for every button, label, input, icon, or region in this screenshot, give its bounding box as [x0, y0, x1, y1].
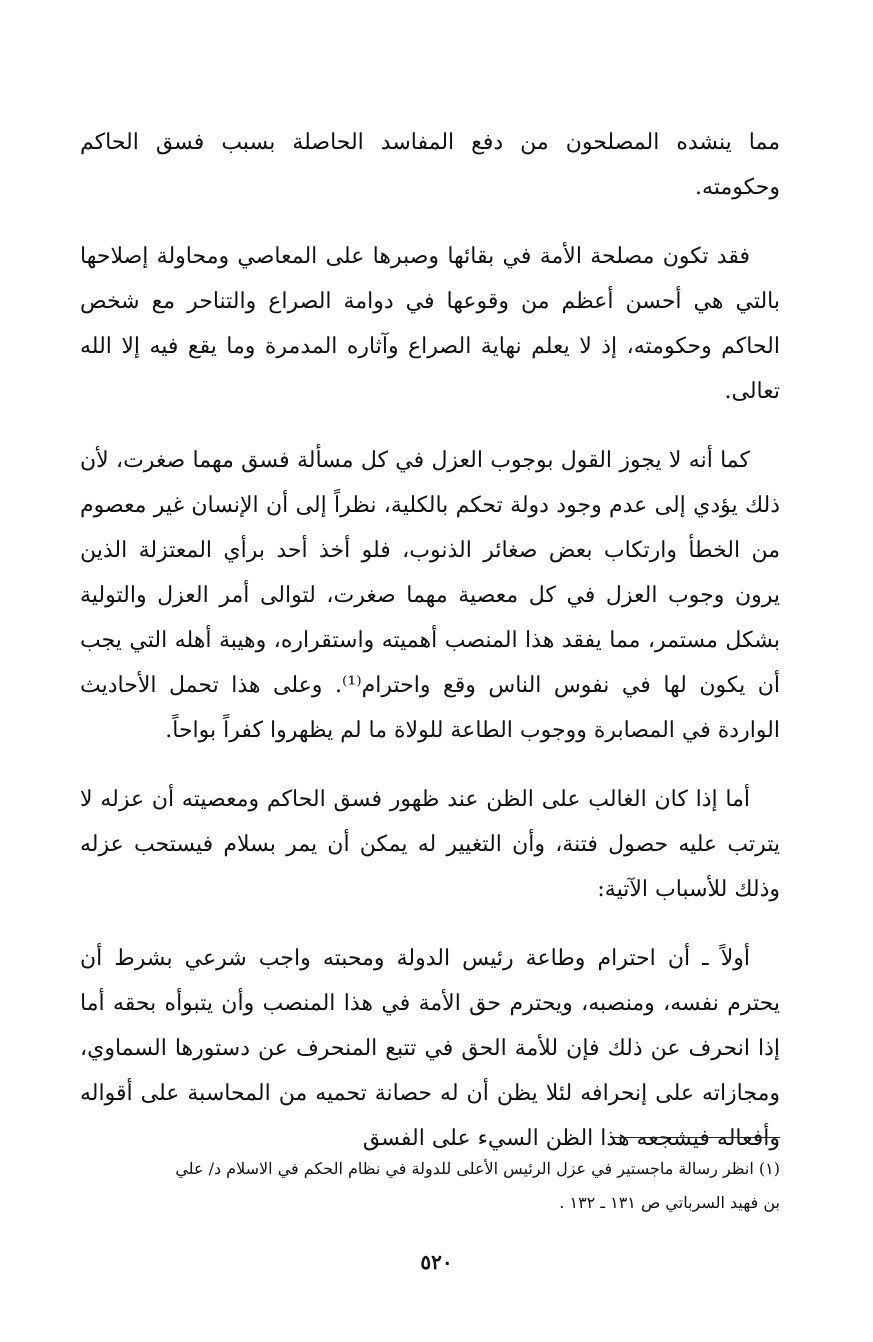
page-number: ٥٢٠ [420, 1250, 453, 1274]
footnote-line-1: (١) انظر رسالة ماجستير في عزل الرئيس الأعلى للدولة في نظام الحكم في الاسلام د/ علي [175, 1159, 780, 1178]
paragraph-2: فقد تكون مصلحة الأمة في بقائها وصبرها على المعاصي ومحاولة إصلاحها بالتي هي أحسن أعظم من وقوعها في دوامة الصراع والتناحر مع شخص الحاكم وحكومته، إذ لا يعلم نهاية الصراع وآثاره المدمرة وما يقع فيه إلا الله تعالى. [80, 244, 780, 404]
footnote [80, 1152, 780, 1220]
footnote-line-2: بن فهيد السرباتي ص ١٣١ ـ ١٣٢ . [559, 1193, 780, 1212]
paragraph-4: أما إذا كان الغالب على الظن عند ظهور فسق الحاكم ومعصيته أن عزله لا يترتب عليه حصول فتنة، وأن التغيير له يمكن أن يمر بسلام فيستحب عزله وذلك للأسباب الآتية: [80, 787, 780, 902]
footnote-divider [610, 1137, 780, 1138]
paragraph-3: كما أنه لا يجوز القول بوجوب العزل في كل مسألة فسق مهما صغرت، لأن ذلك يؤدي إلى عدم وجود دولة تحكم بالكلية، نظراً إلى أن الإنسان غير معصوم من الخطأ وارتكاب بعض صغائر الذنوب، فلو أخذ أحد برأي المعتزلة الذين يرون وجوب العزل في كل معصية مهما صغرت، لتوالى أمر العزل والتولية بشكل مستمر، مما يفقد هذا المنصب أهميته واستقراره، وهيبة أهله التي يجب أن يكون لها في نفوس الناس وقع واحترام⁽¹⁾. وعلى هذا تحمل الأحاديث الواردة في المصابرة ووجوب الطاعة للولاة ما لم يظهروا كفراً بواحاً. [80, 448, 781, 743]
page-body [80, 120, 780, 1185]
paragraph-5: أولاً ـ أن احترام وطاعة رئيس الدولة ومحبته واجب شرعي بشرط أن يحترم نفسه، ومنصبه، ويحترم حق الأمة في هذا المنصب وأن يتبوأه بحقه أما إذا انحرف عن ذلك فإن للأمة الحق في تتبع المنحرف عن دستورها السماوي، ومجازاته على إنحرافه لئلا يظن أن له حصانة تحميه من المحاسبة على أقواله وأفعاله فيشجعه هذا الظن السيء على الفسق [80, 946, 780, 1151]
paragraph-1: مما ينشده المصلحون من دفع المفاسد الحاصلة بسبب فسق الحاكم وحكومته. [80, 130, 780, 200]
